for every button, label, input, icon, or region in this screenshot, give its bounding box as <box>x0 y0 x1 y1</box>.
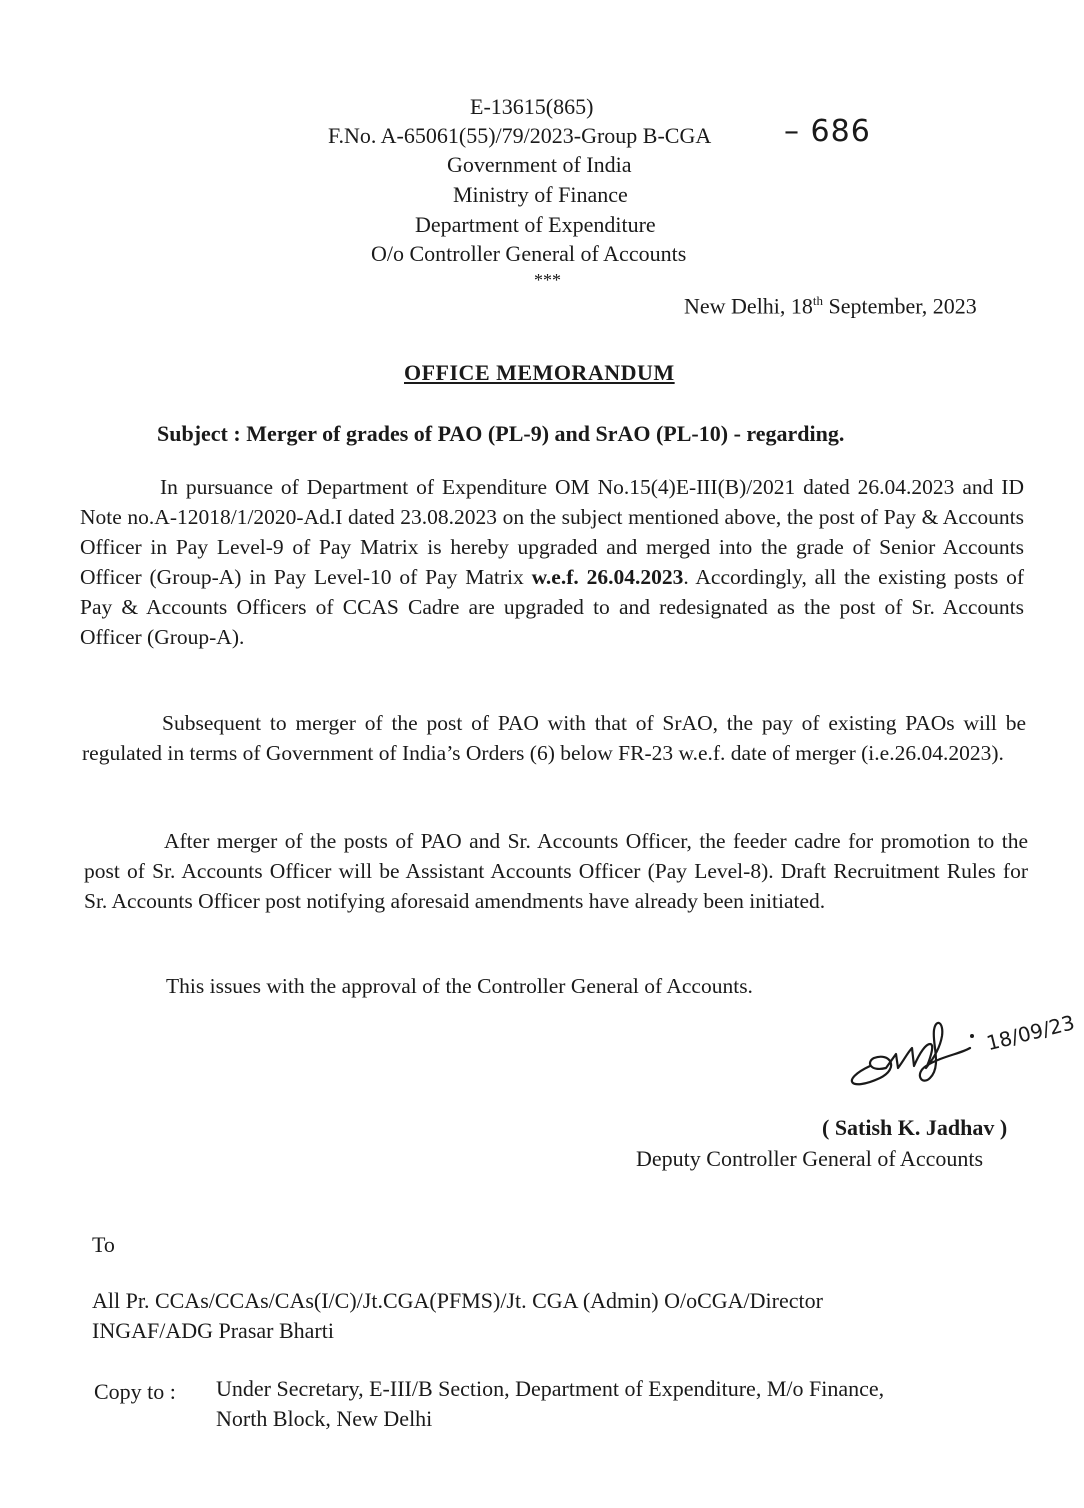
paragraph-1-text-b: . Accordingly, all the existing posts of Pay & Accounts Officers of CCAS Cadre are upgraded to and redesignated as the post of Sr. Accounts Officer (Group-A). <box>80 565 1024 649</box>
signature-handwritten-date: 18/09/23 <box>984 1010 1077 1056</box>
to-line-1: All Pr. CCAs/CCAs/CAs(I/C)/Jt.CGA(PFMS)/Jt. CGA (Admin) O/oCGA/Director <box>92 1288 823 1313</box>
to-line-2: INGAF/ADG Prasar Bharti <box>92 1318 334 1343</box>
header-line-department: Department of Expenditure <box>415 212 656 237</box>
to-label: To <box>92 1232 115 1257</box>
signatory-designation: Deputy Controller General of Accounts <box>636 1146 984 1171</box>
memo-subject: Subject : Merger of grades of PAO (PL-9) and SrAO (PL-10) - regarding. <box>157 421 845 446</box>
paragraph-3 <box>84 826 1028 916</box>
memo-title: OFFICE MEMORANDUM <box>404 360 675 385</box>
paragraph-1-text-a: In pursuance of Department of Expenditure OM No.15(4)E-III(B)/2021 dated 26.04.2023 and ID Note no.A-12018/1/2020-Ad.I dated 23.08.2023 on the subject mentioned above, the post of Pay & Accounts Officer in Pay Level-9 of Pay Matrix is hereby upgraded and merged into the grade of Senior Accounts Officer (Group-A) in Pay Level-10 of Pay Matrix <box>80 475 1024 589</box>
file-ref-1: E-13615(865) <box>470 94 594 119</box>
date-suffix: September, 2023 <box>823 293 977 319</box>
paragraph-1-effective-date: w.e.f. 26.04.2023 <box>531 565 684 589</box>
date-prefix: New Delhi, 18 <box>684 293 813 319</box>
header-line-ministry: Ministry of Finance <box>453 182 628 207</box>
file-ref-2-text: F.No. A-65061(55)/79/2023-Group B-CGA <box>328 123 712 148</box>
paragraph-2 <box>82 708 1026 768</box>
copy-to-label: Copy to : <box>94 1379 176 1404</box>
copy-to-line-2: North Block, New Delhi <box>216 1406 433 1431</box>
header-line-office: O/o Controller General of Accounts <box>371 241 687 266</box>
paragraph-1 <box>80 472 1024 652</box>
signatory-name: ( Satish K. Jadhav ) <box>822 1115 1008 1140</box>
paragraph-2-text: Subsequent to merger of the post of PAO with that of SrAO, the pay of existing PAOs will be regulated in terms of Government of India’s Orders (6) below FR-23 w.e.f. date of merger (i.e.26.04.2023). <box>82 711 1026 765</box>
date-superscript: th <box>812 293 824 308</box>
paragraph-4: This issues with the approval of the Controller General of Accounts. <box>166 974 753 998</box>
header-line-government: Government of India <box>447 152 632 177</box>
file-ref-2 <box>328 121 711 151</box>
header-stars: *** <box>534 270 561 290</box>
paragraph-3-text: After merger of the posts of PAO and Sr. Accounts Officer, the feeder cadre for promotion to the post of Sr. Accounts Officer will be Assistant Accounts Officer (Pay Level-8). Draft Recruitment Rules for Sr. Accounts Officer post notifying aforesaid amendments have already been initiated. <box>84 829 1028 913</box>
memo-date <box>684 293 977 319</box>
handwritten-number: – 686 <box>784 114 871 149</box>
copy-to-line-1: Under Secretary, E-III/B Section, Department of Expenditure, M/o Finance, <box>216 1376 885 1401</box>
